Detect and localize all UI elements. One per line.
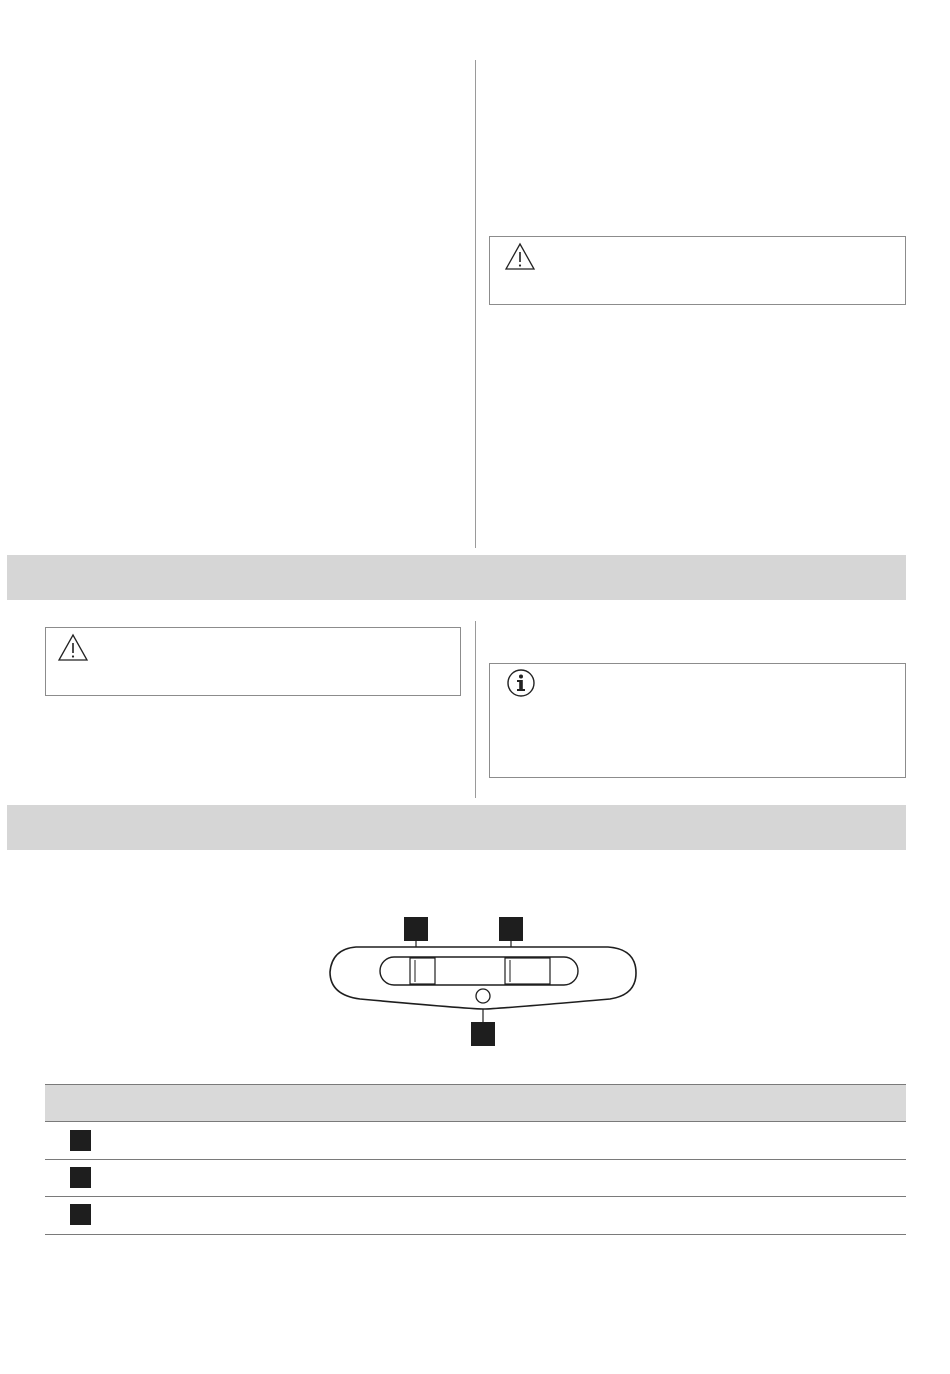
table-header-row	[45, 1084, 906, 1122]
column-divider-top	[475, 60, 476, 548]
table-bottom-rule	[45, 1234, 906, 1235]
panel-button	[476, 989, 490, 1003]
section-heading-band-2	[7, 805, 906, 850]
table-row	[45, 1197, 906, 1233]
callout-marker-1	[404, 917, 428, 941]
info-icon	[505, 667, 537, 699]
warning-notice-top	[489, 236, 906, 305]
control-panel-diagram	[320, 905, 650, 1055]
warning-icon	[57, 632, 89, 664]
callout-marker-3	[471, 1022, 495, 1046]
table-top-rule	[45, 1084, 906, 1085]
table-row	[45, 1122, 906, 1158]
row-marker-1	[70, 1130, 91, 1151]
warning-icon	[504, 241, 536, 273]
row-marker-3	[70, 1204, 91, 1225]
callout-marker-2	[499, 917, 523, 941]
info-notice-right	[489, 663, 906, 778]
row-marker-2	[70, 1167, 91, 1188]
table-row	[45, 1160, 906, 1196]
section-heading-band-1	[7, 555, 906, 600]
warning-notice-left	[45, 627, 461, 696]
column-divider-middle	[475, 621, 476, 798]
